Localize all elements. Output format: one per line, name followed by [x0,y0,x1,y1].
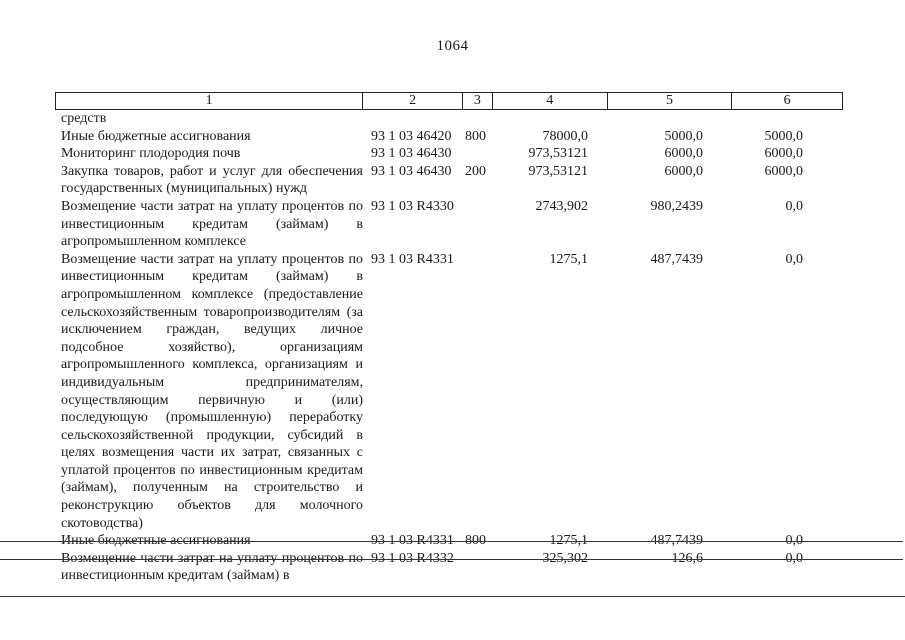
row-code: 93 1 03 46430 [371,146,452,162]
row-name: Возмещение части затрат на уплату процентов по инвестиционным кредитам (займам) в агропромышленном комплексе [61,198,363,250]
row-value-6: 0,0 [785,550,803,566]
row-value-5: 980,2439 [650,198,703,214]
row-value-5 [608,110,733,128]
row-value-4: 1275,1 [549,251,588,267]
row-name: Возмещение части затрат на уплату процентов по инвестиционным кредитам (займам) в агропромышленном комплексе (предоставление сельскохозяйственным товаропроизводителям (за исключением граждан, ведущих личное подсобное хозяйство), организациям агропромышленного комплекса, организациям и индивидуальным предпринимателям, осуществляющим первичную и (или) последующую (промышленную) переработку сельскохозяйственной продукции, субсидий в целях возмещения части их затрат, связанных с уплатой процентов по инвестиционным кредитам (займам), полученным на строительство и реконструкцию объектов для молочного скотоводства) [61,251,363,531]
table-row-struck [55,532,843,550]
row-value-5: 5000,0 [664,128,703,144]
row-name: Иные бюджетные ассигнования [61,128,251,144]
table-row [55,163,843,198]
row-code: 93 1 03 R4331 [371,251,454,267]
row-value-4: 325,302 [542,550,588,566]
row-value-6: 0,0 [785,533,803,549]
table-row [55,145,843,163]
row-code: 93 1 03 46430 [371,163,452,179]
row-value-4: 78000,0 [542,128,588,144]
row-value-4: 1275,1 [549,533,588,549]
budget-table [55,92,843,585]
row-type [463,550,493,585]
header-col-3: 3 [463,93,493,109]
row-value-6 [733,110,843,128]
row-value-4: 973,53121 [528,163,588,179]
row-value-5: 487,7439 [650,251,703,267]
row-value-6: 0,0 [785,251,803,267]
row-value-4: 2743,902 [535,198,588,214]
row-value-4: 973,53121 [528,146,588,162]
row-value-6: 5000,0 [764,128,803,144]
table-row [55,198,843,251]
row-type [463,110,493,128]
table-row [55,110,843,128]
row-value-6: 0,0 [785,198,803,214]
row-name: Иные бюджетные ассигнования [61,533,251,549]
bottom-rule-line [0,596,905,597]
row-type: 200 [465,163,486,179]
row-code: 93 1 03 R4330 [371,198,454,214]
row-value-5: 6000,0 [664,163,703,179]
row-name: Возмещение части затрат на уплату процентов по инвестиционным кредитам (займам) в [61,550,363,584]
row-value-5: 6000,0 [664,146,703,162]
row-name: средств [61,111,107,126]
row-value-6: 6000,0 [764,146,803,162]
row-value-4 [493,110,608,128]
row-value-6: 6000,0 [764,163,803,179]
header-col-5: 5 [608,93,733,109]
row-name: Мониторинг плодородия почв [61,146,241,162]
table-row-struck [55,550,843,585]
row-value-5: 487,7439 [650,533,703,549]
row-code: 93 1 03 R4331 [371,533,454,549]
table-row [55,128,843,146]
table-header [55,92,843,110]
row-type [463,145,493,163]
header-col-1: 1 [56,93,363,109]
row-code: 93 1 03 R4332 [371,550,454,566]
row-name: Закупка товаров, работ и услуг для обеспечения государственных (муниципальных) нужд [61,163,363,197]
row-code [363,110,463,128]
row-type [463,251,493,533]
row-value-5: 126,6 [671,550,703,566]
table-row [55,251,843,533]
header-col-2: 2 [363,93,463,109]
row-code: 93 1 03 46420 [371,128,452,144]
row-type: 800 [465,533,486,549]
header-col-4: 4 [493,93,608,109]
row-type [463,198,493,251]
page-number: 1064 [436,38,469,54]
row-type: 800 [465,128,486,144]
header-col-6: 6 [783,93,791,108]
